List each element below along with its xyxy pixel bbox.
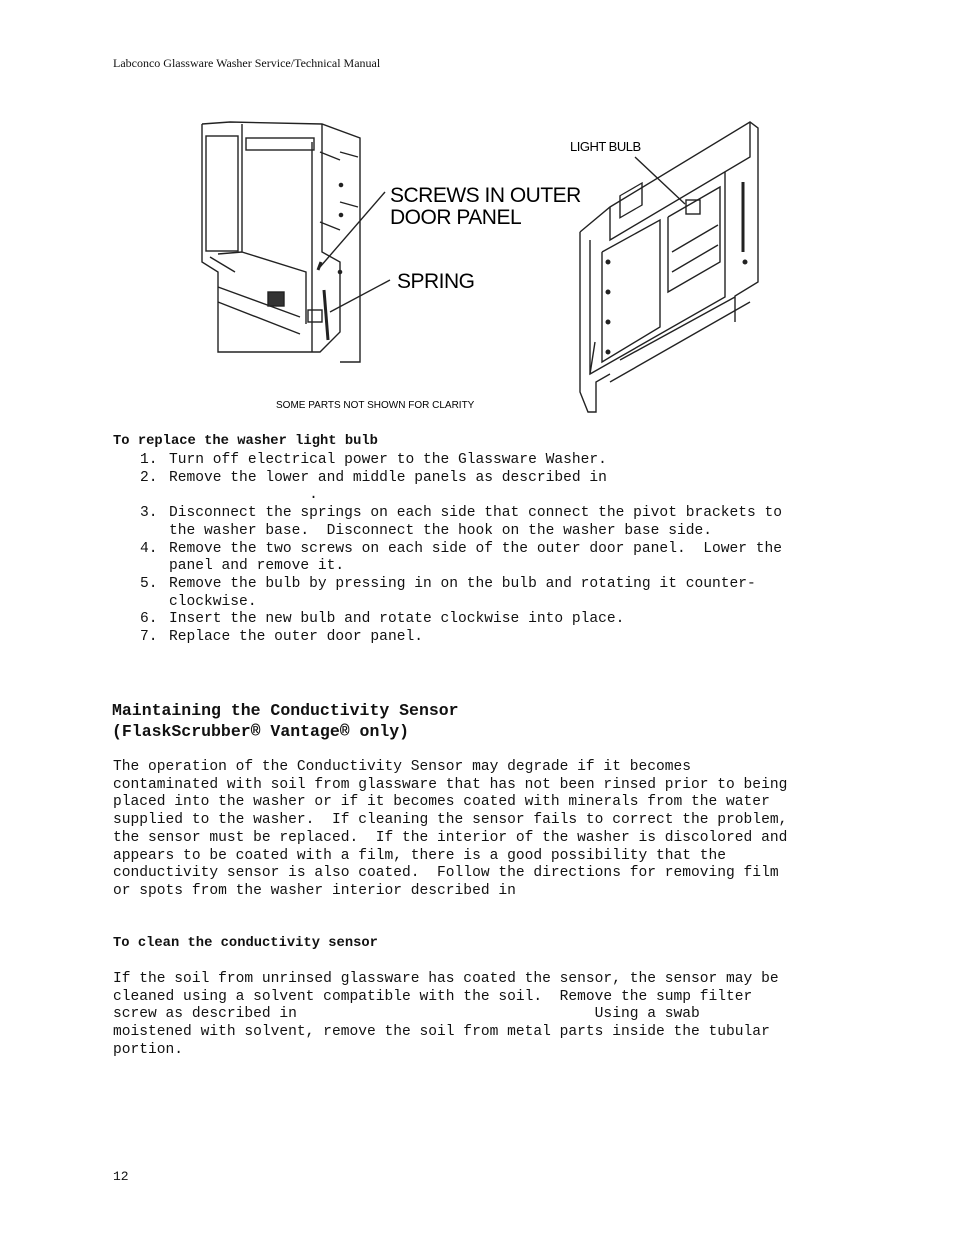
- list-item: 7. Replace the outer door panel.: [140, 629, 423, 646]
- clarity-note: SOME PARTS NOT SHOWN FOR CLARITY: [276, 400, 475, 411]
- clean-sensor-paragraph: If the soil from unrinsed glassware has coated the sensor, the sensor may be cleaned using a solvent compatible with the soil. Remove the sump filter screw as described in Using a swab moistened with solvent, remove the soil from metal parts inside the tubular portion.: [113, 971, 779, 1058]
- page-number: 12: [113, 1169, 129, 1184]
- washer-front-drawing: [202, 122, 390, 362]
- screws-label-line2: DOOR PANEL: [390, 206, 522, 229]
- list-item: 1. Turn off electrical power to the Glassware Washer.: [140, 452, 607, 468]
- sensor-intro-paragraph: The operation of the Conductivity Sensor may degrade if it becomes contaminated with soil from glassware that has not been rinsed prior to being placed into the washer or if it becomes coated with minerals from the water supplied to the washer. If cleaning the sensor fails to correct the problem, the sensor must be replaced. If the interior of the washer is discolored and appears to be coated with a film, there is a good possibility that the conductivity sensor is also coated. Follow the directions for removing film or spots from the washer interior described in: [113, 759, 788, 899]
- list-item: 3. Disconnect the springs on each side that connect the pivot brackets to the washer base. Disconnect the hook on the washer base side.: [140, 505, 783, 539]
- bulb-steps-list: [113, 452, 853, 647]
- clean-sensor-heading: To clean the conductivity sensor: [113, 936, 378, 951]
- list-item: 6. Insert the new bulb and rotate clockwise into place.: [140, 611, 625, 628]
- list-item: 5. Remove the bulb by pressing in on the bulb and rotating it counter- clockwise.: [140, 575, 756, 610]
- light-bulb-label: LIGHT BULB: [570, 139, 641, 154]
- door-panel-drawing: [580, 122, 758, 412]
- list-item: 2. Remove the lower and middle panels as described in .: [140, 469, 607, 504]
- running-header: Labconco Glassware Washer Service/Technical Manual: [113, 56, 381, 70]
- spring-label: SPRING: [397, 270, 475, 293]
- sensor-section-title: Maintaining the Conductivity Sensor (FlaskScrubber® Vantage® only): [112, 701, 459, 741]
- bulb-section-heading: To replace the washer light bulb: [113, 434, 378, 449]
- screws-label: SCREWS IN OUTER: [390, 184, 581, 207]
- list-item: 4. Remove the two screws on each side of the outer door panel. Lower the panel and remove it.: [140, 540, 783, 575]
- door-panel-illustration: [190, 112, 770, 417]
